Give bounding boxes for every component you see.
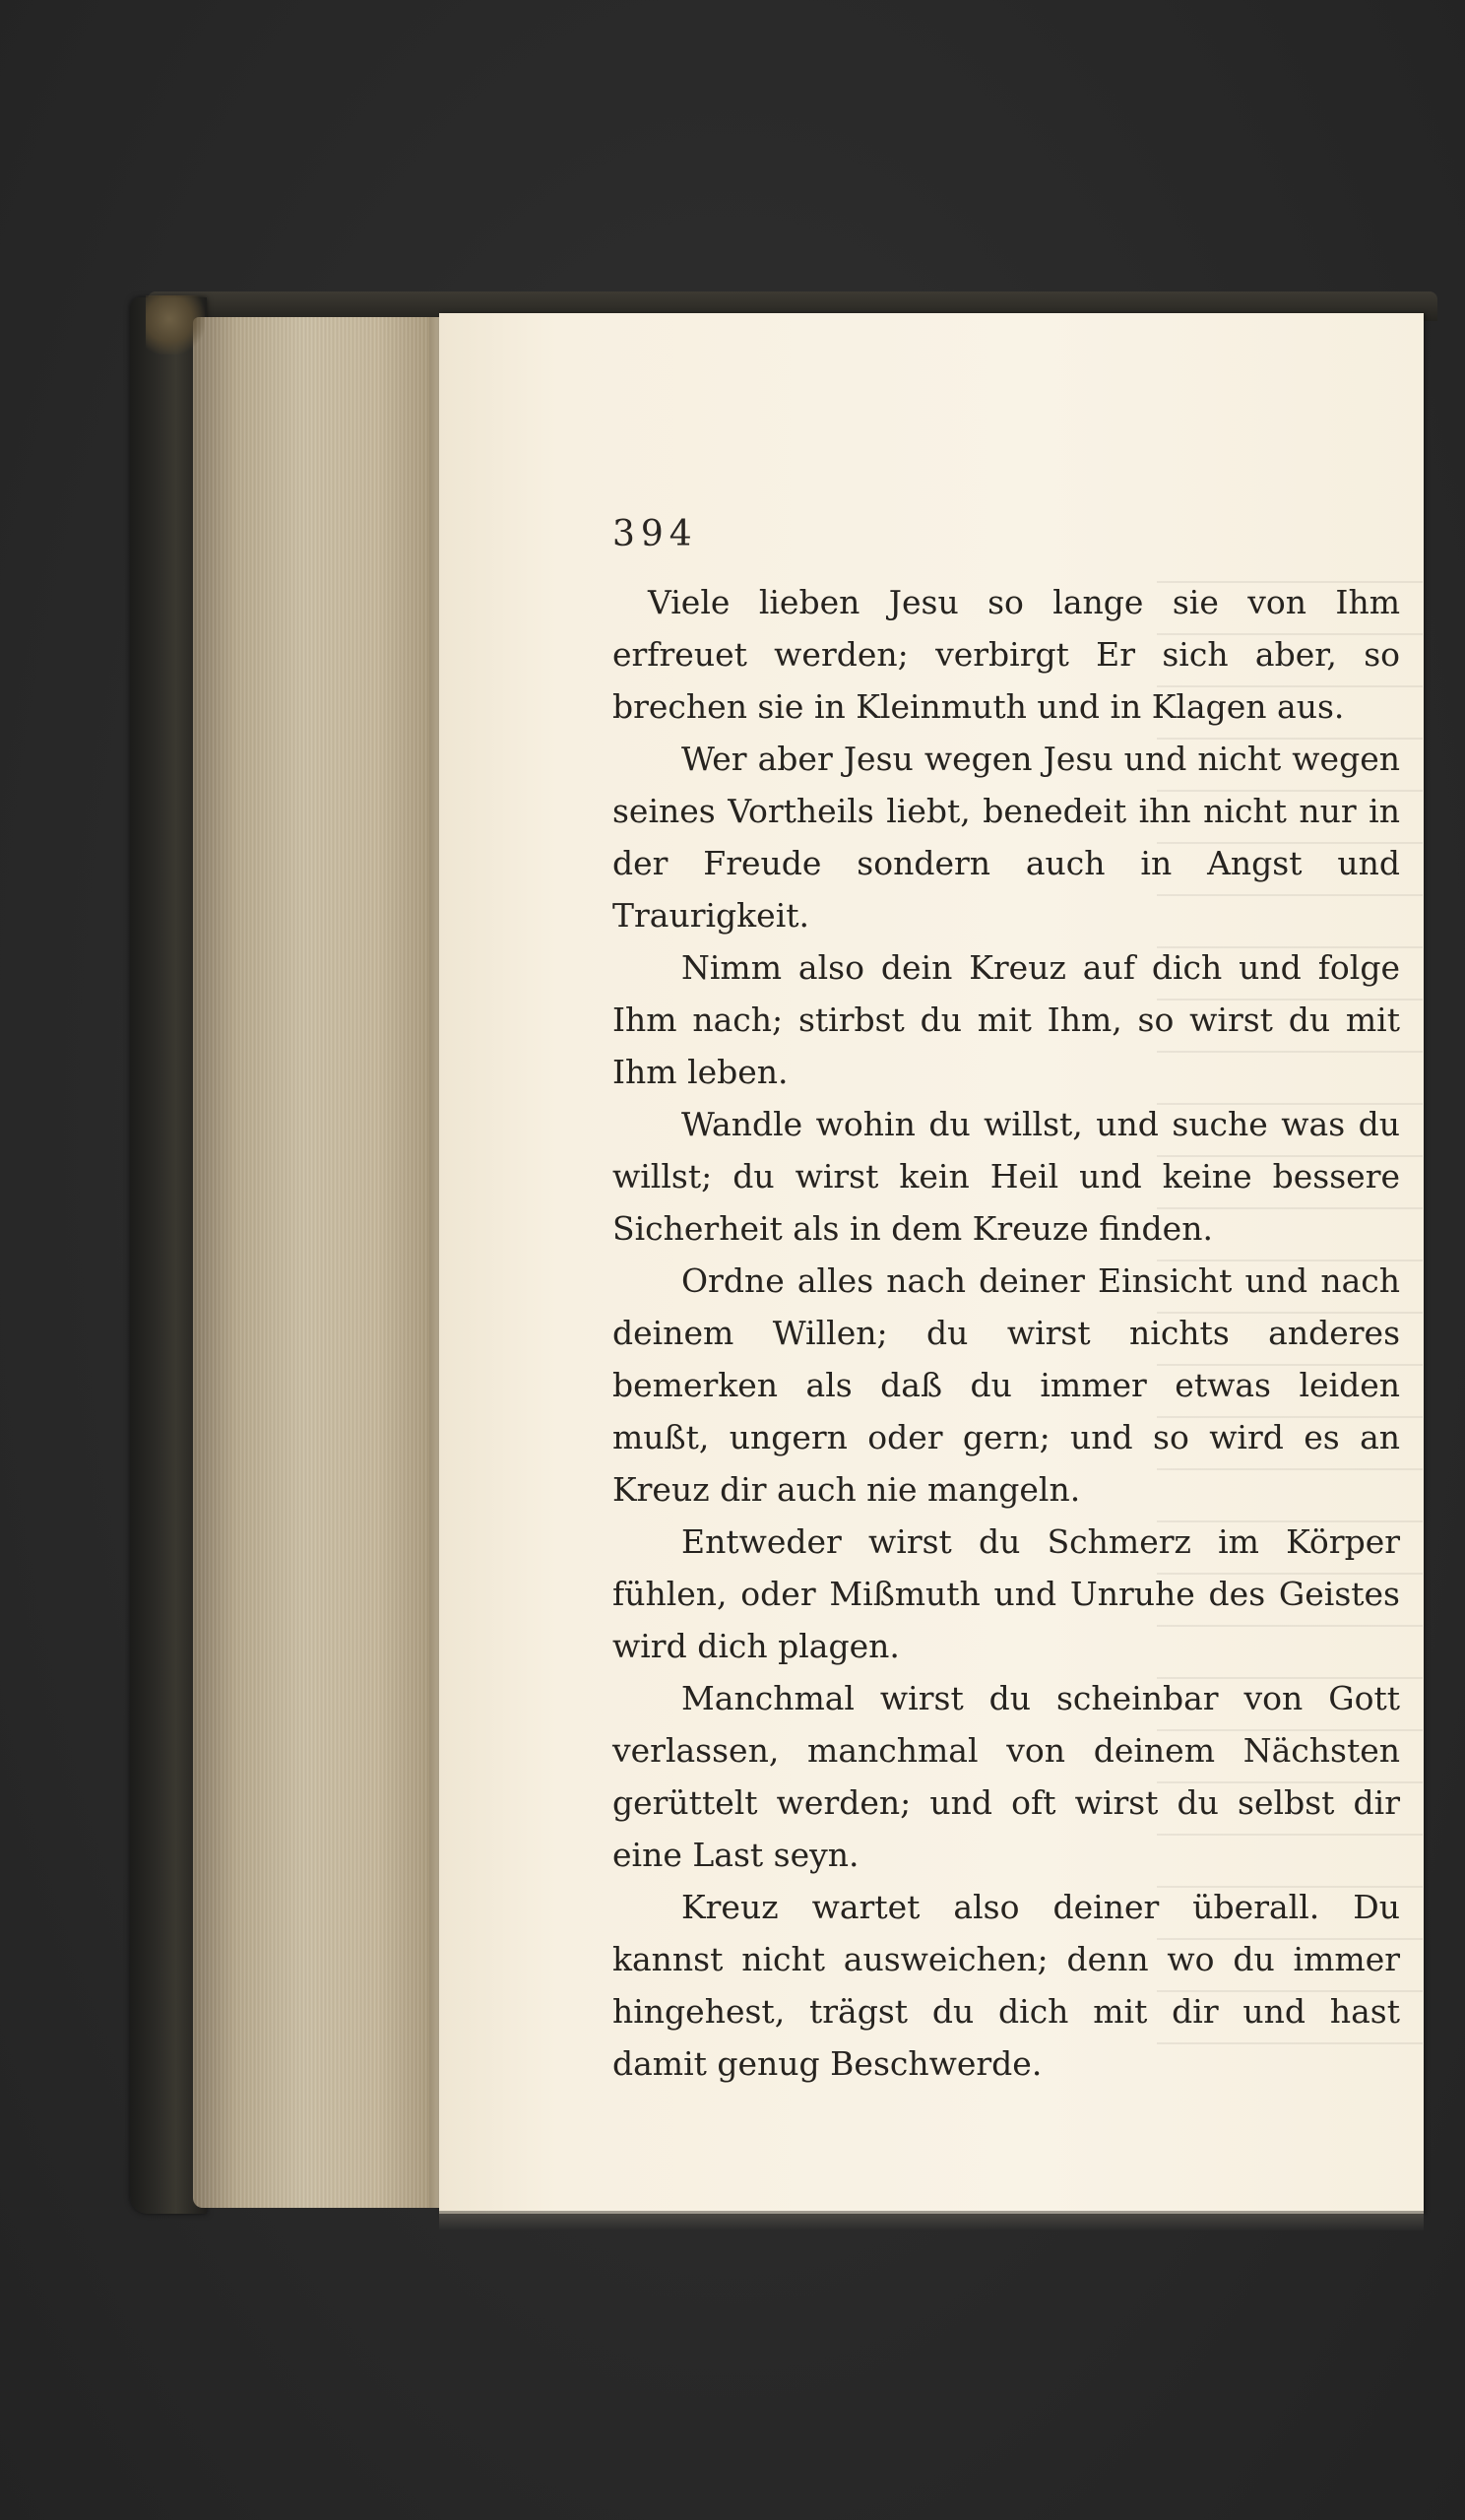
paragraph: Kreuz wartet also deiner überall. Du kannst nicht ausweichen; denn wo du immer hingehest, trägst du dich mit dir und hast damit genug Beschwerde.	[612, 1888, 1400, 2083]
page-number: 394	[612, 514, 698, 554]
paragraph: Wer aber Jesu wegen Jesu und nicht wegen seines Vortheils liebt, benedeit ihn nicht nur in der Freude sondern auch in Angst und Traurigkeit.	[612, 740, 1400, 935]
page-shadow	[439, 2211, 1424, 2230]
paragraph: Entweder wirst du Schmerz im Körper fühlen, oder Mißmuth und Unruhe des Geistes wird dich plagen.	[612, 1522, 1400, 1665]
paragraph: Nimm also dein Kreuz auf dich und folge Ihm nach; stirbst du mit Ihm, so wirst du mit Ihm leben.	[612, 948, 1400, 1091]
paragraph: Viele lieben Jesu so lange sie von Ihm erfreuet werden; verbirgt Er sich aber, so brechen sie in Kleinmuth und in Klagen aus.	[612, 583, 1400, 726]
paragraph: Wandle wohin du willst, und suche was du willst; du wirst kein Heil und keine bessere Sicherheit als in dem Kreuze finden.	[612, 1105, 1400, 1248]
paragraph: Ordne alles nach deiner Einsicht und nach deinem Willen; du wirst nichts anderes bemerken als daß du immer etwas leiden mußt, ungern oder gern; und so wird es an Kreuz dir auch nie mangeln.	[612, 1261, 1400, 1509]
paragraph: Manchmal wirst du scheinbar von Gott verlassen, manchmal von deinem Nächsten gerüttelt werden; und oft wirst du selbst dir eine Last seyn.	[612, 1679, 1400, 1874]
cover-wear-mark	[146, 295, 205, 355]
page-edges	[193, 317, 439, 2208]
page-body-text	[612, 576, 1400, 2090]
